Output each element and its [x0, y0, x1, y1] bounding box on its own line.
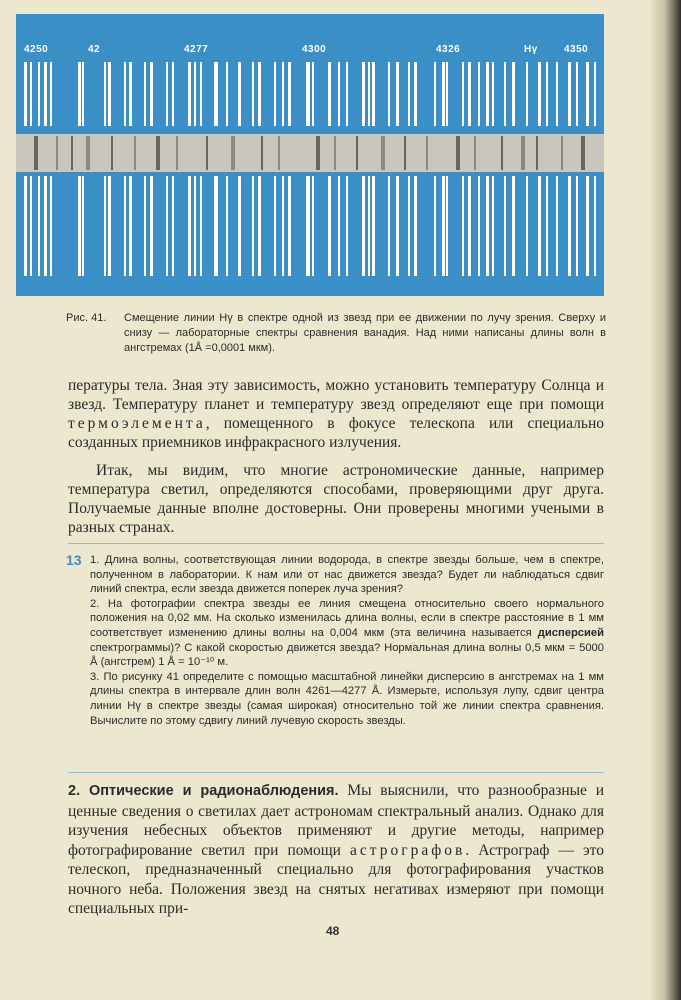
wavelength-label: 4350	[564, 44, 589, 55]
spectrum-line	[568, 62, 571, 126]
page-edge-shadow	[651, 0, 681, 1000]
spectrum-line	[372, 176, 375, 276]
absorption-line	[581, 136, 585, 170]
spectrum-line	[486, 176, 489, 276]
spectrum-line	[468, 62, 471, 126]
star-spectrum-strip	[16, 134, 604, 172]
spectrum-figure	[16, 14, 604, 296]
wavelength-label: 42	[88, 44, 101, 55]
spectrum-line	[504, 176, 506, 276]
caption-text: Смещение линии Hγ в спектре одной из звезд при ее движении по лучу зрения. Сверху и снизу — лабораторные спектры сравнения ванадия. Над ними написаны длины волн в ангстремах (1Å =0,0001 мкм).	[124, 312, 606, 354]
absorption-line	[381, 136, 385, 170]
spectrum-image	[16, 14, 604, 296]
spectrum-line	[150, 176, 153, 276]
absorption-line	[71, 136, 73, 170]
absorption-line	[86, 136, 90, 170]
spectrum-line	[274, 176, 276, 276]
divider-top	[68, 543, 604, 544]
spectrum-line	[512, 62, 515, 126]
spectrum-line	[226, 176, 228, 276]
absorption-line	[521, 136, 525, 170]
spectrum-line	[238, 176, 241, 276]
spectrum-line	[226, 62, 228, 126]
spectrum-line	[576, 62, 578, 126]
spectrum-line	[194, 176, 196, 276]
spectrum-line	[238, 62, 241, 126]
spectrum-line	[556, 176, 558, 276]
spectrum-line	[124, 62, 126, 126]
spectrum-line	[214, 62, 218, 126]
question-2-text-b: спектрограммы)? С какой скоростью движется звезда? Нормальная длина волны 0,5 мкм = 5000 Å (ангстрем) 1 Å = 10⁻¹⁰ м.	[90, 641, 604, 669]
absorption-line	[426, 136, 428, 170]
body-text-spaced: термоэлемента	[68, 415, 206, 432]
spectrum-line	[44, 62, 47, 126]
spectrum-line	[594, 62, 596, 126]
spectrum-line	[288, 62, 291, 126]
absorption-line	[56, 136, 58, 170]
spectrum-line	[368, 62, 370, 126]
questions-number: 13	[66, 552, 82, 568]
spectrum-line	[408, 176, 410, 276]
spectrum-line	[396, 176, 399, 276]
spectrum-line	[372, 62, 375, 126]
spectrum-line	[150, 62, 153, 126]
spectrum-line	[526, 176, 528, 276]
spectrum-line	[129, 62, 132, 126]
spectrum-line	[274, 62, 276, 126]
spectrum-line	[312, 176, 314, 276]
spectrum-line	[556, 62, 558, 126]
body-paragraph-1	[68, 376, 604, 452]
absorption-line	[456, 136, 460, 170]
spectrum-line	[362, 176, 365, 276]
section-text-spaced: астрографов	[350, 841, 466, 859]
spectrum-line	[346, 62, 348, 126]
spectrum-line	[30, 62, 32, 126]
spectrum-line	[576, 176, 578, 276]
absorption-line	[501, 136, 503, 170]
spectrum-line	[538, 62, 541, 126]
spectrum-line	[568, 176, 571, 276]
spectrum-line	[50, 62, 52, 126]
spectrum-line	[258, 62, 261, 126]
spectrum-line	[446, 62, 448, 126]
spectrum-line	[129, 176, 132, 276]
question-3: 3. По рисунку 41 определите с помощью масштабной линейки дисперсию в ангстремах на 1 мм длины спектра в интервале длин волн 4261—4277 Å. Измерьте, используя лупу, сдвиг центра линии Hγ в спектре звезды (самая широкая) относительно той же линии спектра сравнения. Вычислите по этому сдвигу линий лучевую скорость звезды.	[90, 670, 604, 727]
absorption-line	[334, 136, 336, 170]
spectrum-line	[388, 176, 390, 276]
spectrum-line	[546, 62, 548, 126]
spectrum-line	[328, 176, 331, 276]
section-heading: 2. Оптические и радионаблюдения.	[68, 783, 339, 799]
spectrum-line	[252, 176, 254, 276]
spectrum-line	[586, 176, 589, 276]
spectrum-line	[338, 62, 340, 126]
spectrum-line	[442, 176, 445, 276]
spectrum-line	[462, 176, 464, 276]
spectrum-line	[24, 62, 27, 126]
spectrum-line	[172, 62, 174, 126]
spectrum-line	[434, 62, 436, 126]
paragraph-text: Итак, мы видим, что многие астрономические данные, например температура светил, определяются способами, проверяющими друг друга. Получаемые данные вполне достоверны. Они проверены многими учеными в разных странах.	[68, 462, 604, 536]
question-2-text-a: 2. На фотографии спектра звезды ее линия смещена относительно своего нормального положения на 0,02 мм. На сколько изменилась длина волны, если в спектре расстояние в 1 мм соответствует изменению длины волны на 0,004 мкм (эта величина называется	[90, 597, 604, 639]
question-2-term: дисперсией	[537, 626, 604, 639]
spectrum-line	[188, 62, 191, 126]
absorption-line	[278, 136, 280, 170]
question-1: 1. Длина волны, соответствующая линии водорода, в спектре звезды больше, чем в спектре, полученном в лаборатории. К нам или от нас движется звезда? Будет ли наблюдаться сдвиг линий спектра, если звезда движется поперек луча зрения?	[90, 554, 604, 596]
absorption-line	[134, 136, 136, 170]
spectrum-line	[414, 62, 417, 126]
body-paragraph-2	[68, 461, 604, 537]
body-text-a: пературы тела. Зная эту зависимость, можно установить температуру Солнца и звезд. Температуру планет и температуру звезд определяют еще при помощи	[68, 377, 604, 413]
spectrum-line	[408, 62, 410, 126]
absorption-line	[356, 136, 358, 170]
spectrum-line	[194, 62, 196, 126]
wavelength-label: 4326	[436, 44, 461, 55]
spectrum-line	[312, 62, 314, 126]
spectrum-line	[486, 62, 489, 126]
section-text-b: . Астрограф — это телескоп, предназначенный специально для фотографирования участков ночного неба. Положения звезд на снятых негативах измеряют при помощи специальных при-	[68, 841, 605, 917]
figure-label: Рис. 41.	[66, 312, 107, 324]
spectrum-line	[478, 62, 480, 126]
absorption-line	[404, 136, 406, 170]
spectrum-line	[388, 62, 390, 126]
spectrum-line	[396, 62, 399, 126]
spectrum-line	[546, 176, 548, 276]
spectrum-line	[214, 176, 218, 276]
spectrum-line	[166, 176, 168, 276]
spectrum-line	[104, 62, 106, 126]
absorption-line	[316, 136, 320, 170]
spectrum-line	[144, 62, 146, 126]
questions-block	[90, 553, 604, 728]
wavelength-label: 4277	[184, 44, 209, 55]
spectrum-line	[434, 176, 436, 276]
spectrum-line	[288, 176, 291, 276]
spectrum-line	[30, 176, 32, 276]
spectrum-line	[104, 176, 106, 276]
spectrum-line	[346, 176, 348, 276]
spectrum-line	[166, 62, 168, 126]
spectrum-line	[414, 176, 417, 276]
absorption-line	[206, 136, 208, 170]
question-2	[90, 597, 604, 670]
spectrum-line	[78, 176, 81, 276]
spectrum-line	[368, 176, 370, 276]
absorption-line	[111, 136, 113, 170]
spectrum-line	[82, 62, 84, 126]
spectrum-line	[282, 176, 284, 276]
wavelength-label-h-gamma: Hγ	[524, 44, 538, 55]
absorption-line	[34, 136, 38, 170]
spectrum-line	[306, 176, 310, 276]
spectrum-line	[538, 176, 541, 276]
spectrum-line	[38, 176, 40, 276]
spectrum-line	[446, 176, 448, 276]
spectrum-line	[108, 176, 111, 276]
spectrum-line	[24, 176, 27, 276]
absorption-line	[474, 136, 476, 170]
wavelength-label: 4250	[24, 44, 49, 55]
spectrum-line	[282, 62, 284, 126]
spectrum-line	[200, 62, 202, 126]
spectrum-line	[468, 176, 471, 276]
spectrum-line	[144, 176, 146, 276]
spectrum-line	[492, 176, 494, 276]
spectrum-line	[172, 176, 174, 276]
spectrum-line	[504, 62, 506, 126]
spectrum-line	[124, 176, 126, 276]
spectrum-line	[82, 176, 84, 276]
spectrum-line	[306, 62, 310, 126]
spectrum-line	[462, 62, 464, 126]
divider-bottom	[68, 772, 604, 773]
spectrum-line	[258, 176, 261, 276]
spectrum-line	[328, 62, 331, 126]
spectrum-line	[44, 176, 47, 276]
absorption-line	[156, 136, 160, 170]
spectrum-line	[362, 62, 365, 126]
absorption-line	[536, 136, 538, 170]
spectrum-line	[200, 176, 202, 276]
spectrum-line	[338, 176, 340, 276]
absorption-line	[231, 136, 235, 170]
spectrum-line	[512, 176, 515, 276]
absorption-line	[561, 136, 563, 170]
spectrum-line	[442, 62, 445, 126]
absorption-line	[261, 136, 263, 170]
spectrum-line	[38, 62, 40, 126]
body-text-b: , помещенного в фокусе телескопа или специально созданных приемников инфракрасного излучения.	[68, 415, 604, 451]
absorption-line	[176, 136, 178, 170]
spectrum-line	[108, 62, 111, 126]
spectrum-line	[188, 176, 191, 276]
wavelength-label: 4300	[302, 44, 327, 55]
spectrum-line	[586, 62, 589, 126]
spectrum-line	[252, 62, 254, 126]
page-number: 48	[326, 924, 340, 938]
spectrum-line	[526, 62, 528, 126]
section-2	[68, 781, 604, 919]
spectrum-line	[50, 176, 52, 276]
spectrum-line	[594, 176, 596, 276]
spectrum-line	[492, 62, 494, 126]
section-text-a: Мы выяснили, что разнообразные и ценные сведения о светилах дает астрономам спектральный анализ. Однако для изучения небесных объектов применяют и другие методы, например фотографирование светил при помощи	[68, 782, 604, 859]
spectrum-line	[478, 176, 480, 276]
spectrum-line	[78, 62, 81, 126]
